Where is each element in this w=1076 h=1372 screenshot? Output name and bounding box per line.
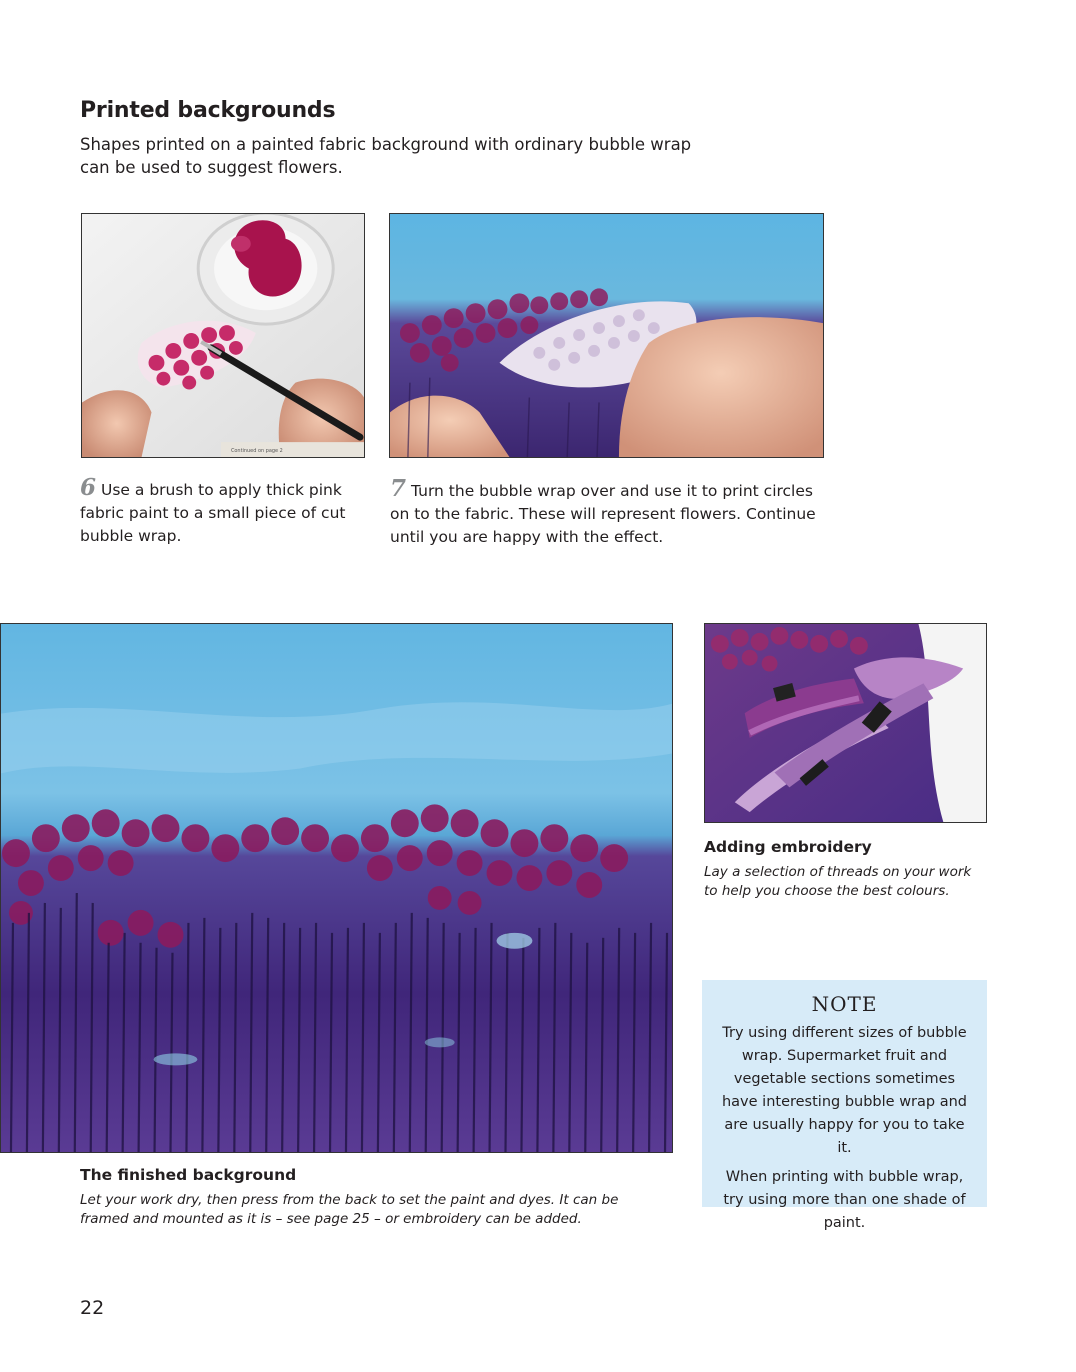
embroidery-caption-text: Lay a selection of threads on your work to help you choose the best colours.	[704, 864, 972, 899]
finished-background-photo	[0, 623, 673, 1153]
finished-caption-title: The finished background	[80, 1166, 297, 1184]
note-title: NOTE	[811, 992, 878, 1016]
note-box	[702, 980, 987, 1231]
photo1-label: Continued on page 2	[230, 448, 283, 455]
step-7-number: 7	[390, 475, 407, 502]
step-6-text: Use a brush to apply thick pink fabric paint to a small piece of cut bubble wrap.	[80, 481, 346, 545]
step-6	[80, 476, 370, 548]
intro-text: Shapes printed on a painted fabric background with ordinary bubble wrap can be used to suggest flowers.	[80, 135, 692, 177]
note-paragraph-2: When printing with bubble wrap, try using more than one shade of paint.	[723, 1169, 966, 1231]
finished-caption-text: Let your work dry, then press from the back to set the paint and dyes. It can be framed and mounted as it is – see page 25 – or embroidery can be added.	[80, 1192, 619, 1227]
page-number: 22	[80, 1297, 105, 1319]
step-6-number: 6	[80, 474, 97, 501]
embroidery-caption-title: Adding embroidery	[704, 838, 872, 856]
step-7-photo	[389, 213, 824, 458]
step-6-photo	[81, 213, 365, 458]
step-7-text: Turn the bubble wrap over and use it to print circles on to the fabric. These will represent flowers. Continue until you are happy with the effect.	[390, 482, 816, 546]
note-paragraph-1: Try using different sizes of bubble wrap. Supermarket fruit and vegetable sections sometimes have interesting bubble wrap and are usually happy for you to take it.	[721, 1025, 967, 1156]
embroidery-photo	[704, 623, 987, 823]
step-7	[390, 477, 830, 549]
page-heading: Printed backgrounds	[80, 98, 336, 123]
